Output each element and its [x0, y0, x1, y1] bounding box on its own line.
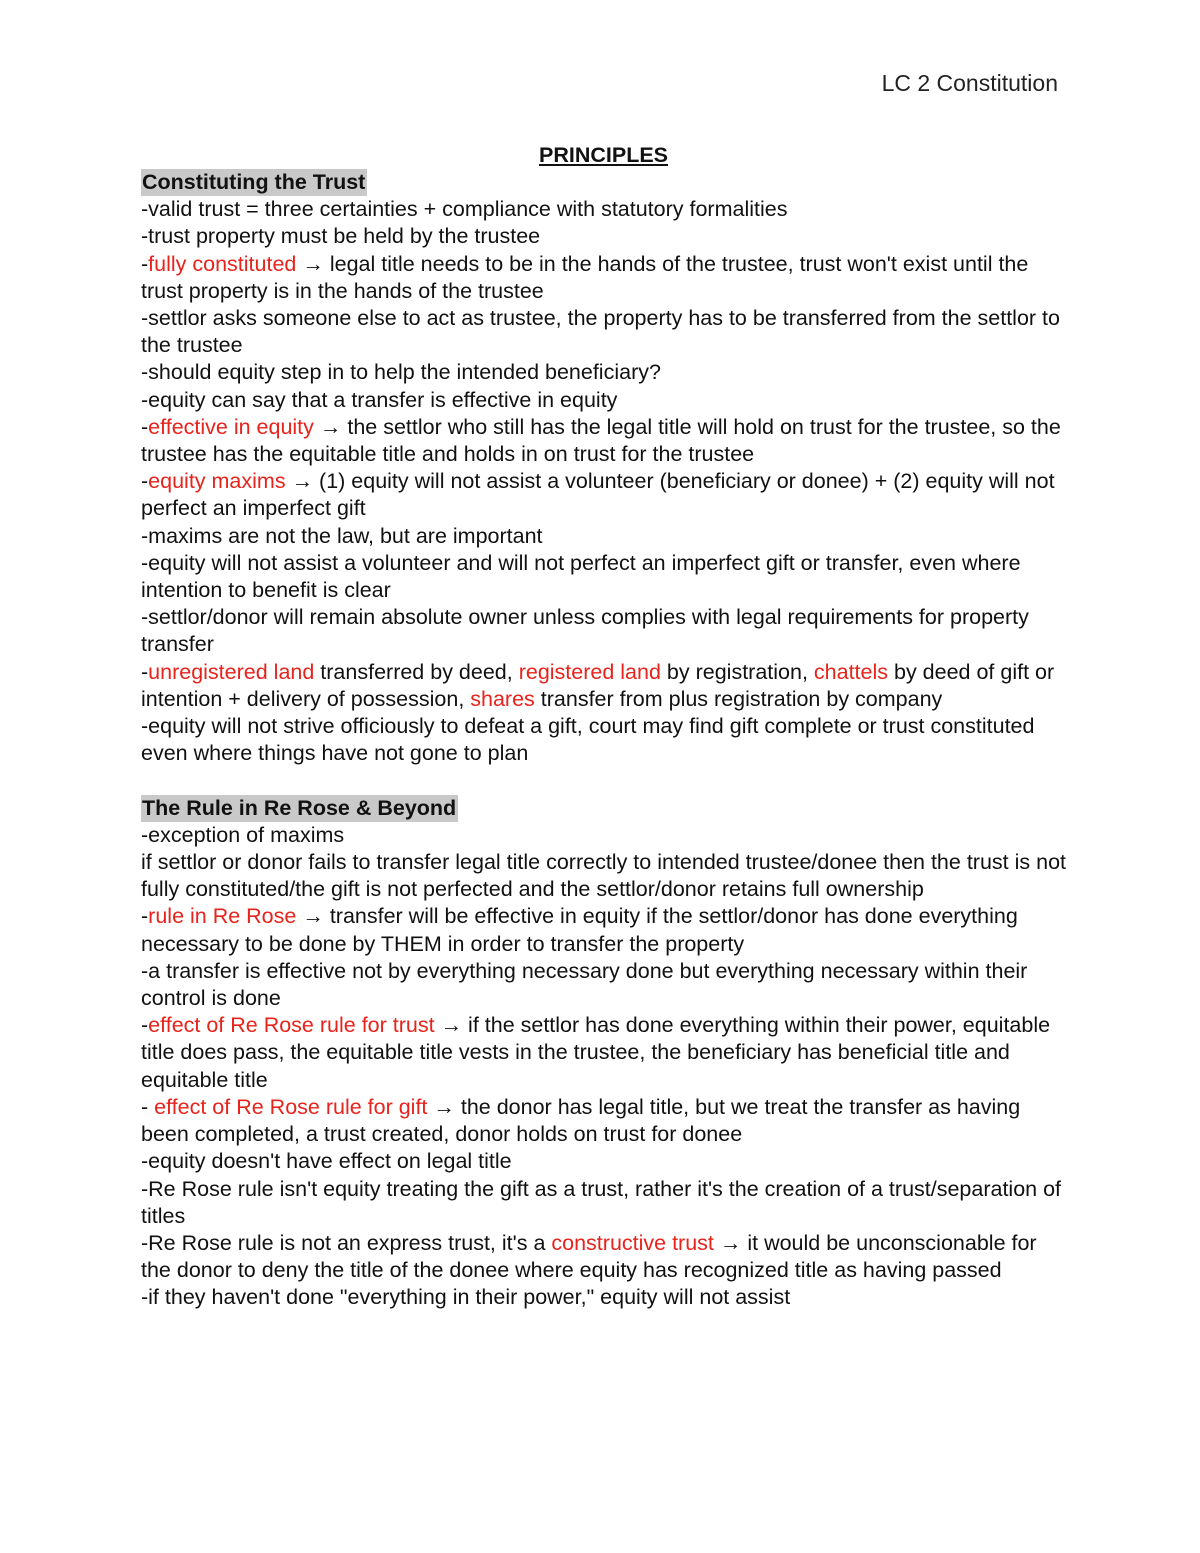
paragraph	[141, 523, 1066, 550]
paragraph	[141, 196, 1066, 223]
key-term: effect of Re Rose rule for gift	[154, 1094, 428, 1119]
section-constituting-the-trust	[141, 169, 1066, 767]
paragraph	[141, 387, 1066, 414]
right-arrow-icon: →	[291, 469, 314, 494]
key-term: unregistered land	[148, 659, 315, 684]
paragraph	[141, 958, 1066, 1012]
text-run: by deed of gift or intention + delivery of possession,	[141, 659, 1055, 711]
text-run: if the settlor has done everything within their power, equitable title does pass, the equitable title vests in the trustee, the beneficiary has beneficial title and equitable title	[141, 1013, 1051, 1092]
paragraph	[141, 1230, 1066, 1284]
paragraph	[141, 359, 1066, 386]
section-rule-in-re-rose	[141, 795, 1066, 1312]
paragraph	[141, 468, 1066, 522]
key-term: registered land	[518, 659, 661, 684]
text-run: -	[141, 659, 149, 684]
text-run: -if they haven't done "everything in their power," equity will not assist	[141, 1285, 791, 1310]
paragraph	[141, 659, 1066, 713]
text-run: the settlor who still has the legal title will hold on trust for the trustee, so the trustee has the equitable title and holds in on trust for the trustee	[141, 414, 1061, 467]
text-run: -settlor asks someone else to act as trustee, the property has to be transferred from the settlor to the trustee	[141, 306, 1060, 358]
document-header: LC 2 Constitution	[881, 70, 1058, 96]
text-run: -trust property must be held by the trustee	[141, 224, 541, 249]
text-run: -a transfer is effective not by everything necessary done but everything necessary within their control is done	[141, 958, 1028, 1011]
right-arrow-icon: →	[433, 1094, 455, 1119]
section-heading: The Rule in Re Rose & Beyond	[142, 795, 457, 820]
text-run: transfer will be effective in equity if the settlor/donor has done everything necessary to be done by THEM in order to transfer the property	[141, 904, 1018, 956]
key-term: effective in equity	[148, 414, 314, 439]
text-run: the donor has legal title, but we treat the transfer as having been completed, a trust created, donor holds on trust for donee	[141, 1094, 1021, 1147]
right-arrow-icon: →	[440, 1013, 463, 1038]
paragraph	[141, 604, 1066, 658]
paragraph	[141, 1148, 1066, 1175]
key-term: equity maxims	[148, 469, 286, 494]
text-run: -valid trust = three certainties + compliance with statutory formalities	[141, 197, 788, 222]
key-term: rule in Re Rose	[148, 904, 297, 929]
text-run: -	[141, 904, 149, 929]
key-term: chattels	[813, 659, 889, 684]
text-run: -	[141, 1094, 155, 1119]
paragraph	[141, 550, 1066, 604]
text-run: if settlor or donor fails to transfer legal title correctly to intended trustee/donee then the trust is not fully constituted/the gift is not perfected and the settlor/donor retains full ownership	[141, 850, 1066, 902]
right-arrow-icon: →	[302, 904, 324, 929]
text-run: transfer from plus registration by company	[534, 686, 943, 711]
section-paragraphs	[141, 822, 1066, 1312]
document-body	[141, 141, 1066, 1312]
paragraph	[141, 1094, 1066, 1148]
paragraph	[141, 713, 1066, 767]
key-term: effect of Re Rose rule for trust	[148, 1013, 435, 1038]
paragraph	[141, 903, 1066, 957]
text-run: -equity will not strive officiously to defeat a gift, court may find gift complete or trust constituted even where things have not gone to plan	[141, 714, 1035, 766]
text-run: -settlor/donor will remain absolute owner unless complies with legal requirements for property transfer	[141, 605, 1029, 657]
text-run: by registration,	[660, 659, 814, 684]
key-term: constructive trust	[551, 1230, 714, 1255]
key-term: fully constituted	[148, 251, 297, 276]
text-run: -Re Rose rule isn't equity treating the gift as a trust, rather it's the creation of a trust/separation of titles	[141, 1176, 1062, 1228]
key-term: shares	[470, 686, 535, 711]
text-run: -	[141, 469, 149, 494]
text-run: -	[141, 251, 149, 276]
text-run: -should equity step in to help the intended beneficiary?	[141, 360, 661, 385]
right-arrow-icon: →	[719, 1230, 742, 1255]
right-arrow-icon: →	[319, 414, 342, 439]
text-run: legal title needs to be in the hands of the trustee, trust won't exist until the trust property is in the hands of the trustee	[141, 251, 1029, 303]
text-run: -equity doesn't have effect on legal title	[141, 1149, 512, 1174]
paragraph	[141, 849, 1066, 903]
text-run: -equity can say that a transfer is effective in equity	[141, 387, 618, 412]
text-run: -	[141, 1013, 149, 1038]
section-spacer	[141, 767, 1066, 794]
text-run: -	[141, 414, 149, 439]
text-run: (1) equity will not assist a volunteer (beneficiary or donee) + (2) equity will not perfect an imperfect gift	[141, 469, 1055, 521]
text-run: -exception of maxims	[141, 822, 345, 847]
text-run: -equity will not assist a volunteer and will not perfect an imperfect gift or transfer, even where intention to benefit is clear	[141, 550, 1021, 603]
paragraph	[141, 414, 1066, 468]
text-run: -Re Rose rule is not an express trust, it's a	[141, 1230, 552, 1255]
text-run: it would be unconscionable for the donor to deny the title of the donee where equity has recognized title as having passed	[141, 1230, 1037, 1283]
paragraph	[141, 1176, 1066, 1230]
section-heading: Constituting the Trust	[142, 170, 366, 194]
paragraph	[141, 251, 1066, 305]
document-title: PRINCIPLES	[538, 143, 669, 167]
section-paragraphs	[141, 196, 1066, 767]
text-run: -maxims are not the law, but are important	[141, 523, 543, 548]
paragraph	[141, 223, 1066, 250]
paragraph	[141, 1284, 1066, 1311]
text-run: transferred by deed,	[314, 659, 519, 684]
paragraph	[141, 822, 1066, 849]
right-arrow-icon: →	[302, 251, 324, 276]
paragraph	[141, 1012, 1066, 1094]
paragraph	[141, 305, 1066, 359]
